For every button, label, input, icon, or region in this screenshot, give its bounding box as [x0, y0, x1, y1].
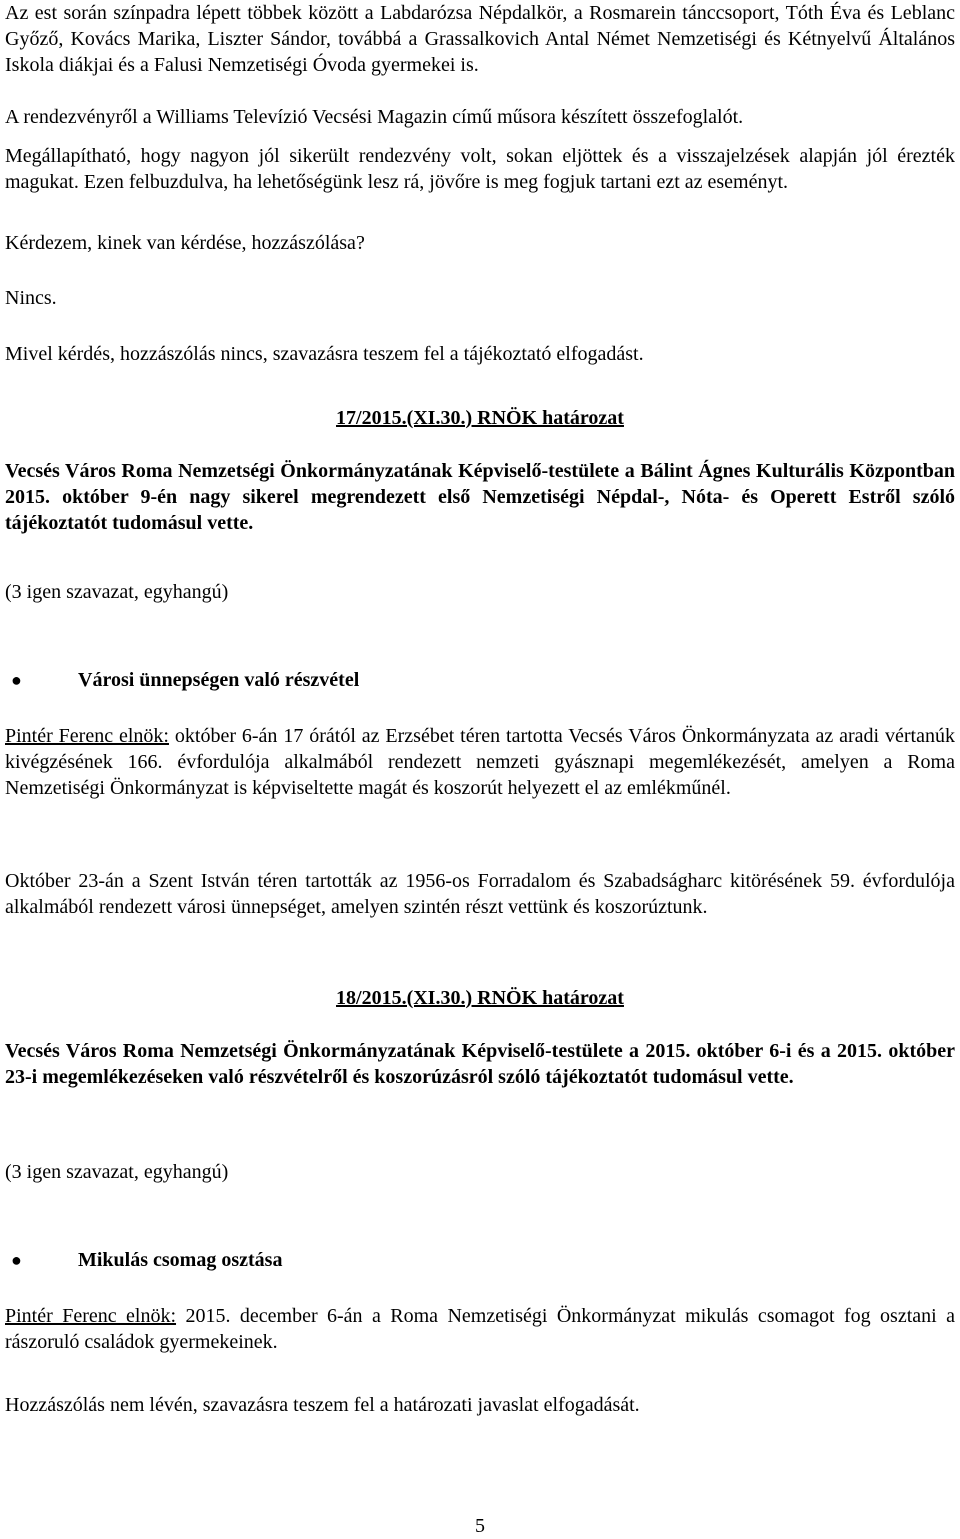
bullet-icon: ● [11, 1250, 22, 1270]
paragraph-october-23: Október 23-án a Szent István téren tartották az 1956-os Forradalom és Szabadságharc kitörésének 59. évfordulója alkalmából rendezett városi ünnepséget, amelyen szintén részt vettünk és koszorúztunk. [5, 870, 955, 918]
paragraph-mikulas: Pintér Ferenc elnök: 2015. december 6-án a Roma Nemzetiségi Önkormányzat mikulás csomagot fog osztani a rászoruló családok gyermekeinek. [5, 1305, 955, 1353]
paragraph-conclusion: Megállapítható, hogy nagyon jól sikerült rendezvény volt, sokan eljöttek és a visszajelzések alapján jól érezték magukat. Ezen felbuzdulva, ha lehetőségünk lesz rá, jövőre is meg fogjuk tartani ezt az eseményt. [5, 145, 955, 193]
resolution-17-number: 17/2015.(XI.30.) RNÖK határozat [336, 407, 624, 429]
speaker-label: Pintér Ferenc elnök: [5, 725, 169, 747]
question-line: Kérdezem, kinek van kérdése, hozzászólása? [5, 232, 365, 254]
resolution-17-vote: (3 igen szavazat, egyhangú) [5, 581, 229, 603]
paragraph-tv-summary: A rendezvényről a Williams Televízió Vecsési Magazin című műsora készített összefoglalót. [5, 106, 744, 128]
answer-line: Nincs. [5, 287, 57, 309]
section-heading-mikulas: Mikulás csomag osztása [78, 1249, 283, 1271]
motion-line: Mivel kérdés, hozzászólás nincs, szavazásra teszem fel a tájékoztató elfogadást. [5, 343, 644, 365]
paragraph-october-6: Pintér Ferenc elnök: október 6-án 17 órától az Erzsébet téren tartotta Vecsés Város Önkormányzata az aradi vértanúk kivégzésének 166. évfordulója alkalmából rendezett nemzeti gyásznapi megemlékezését, amelyen a Roma Nemzetiségi Önkormányzat is képviseltette magát és koszorút helyezett el az emlékműnél. [5, 725, 955, 799]
section-heading-city-ceremony: Városi ünnepségen való részvétel [78, 669, 360, 691]
closing-motion: Hozzászólás nem lévén, szavazásra teszem fel a határozati javaslat elfogadását. [5, 1394, 640, 1416]
resolution-18-text: Vecsés Város Roma Nemzetségi Önkormányzatának Képviselő-testülete a 2015. október 6-i és a 2015. október 23-i megemlékezéseken való részvételről és koszorúzásról szóló tájékoztatót tudomásul vette. [5, 1040, 955, 1088]
paragraph-evening-performers: Az est során színpadra lépett többek között a Labdarózsa Népdalkör, a Rosmarein tánccsoport, Tóth Éva és Leblanc Győző, Kovács Marika, Liszter Sándor, továbbá a Grassalkovich Antal Német Nemzetiségi és Kétnyelvű Általános Iskola diákjai és a Falusi Nemzetiségi Óvoda gyermekei is. [5, 2, 955, 76]
resolution-18-vote: (3 igen szavazat, egyhangú) [5, 1161, 229, 1183]
bullet-icon: ● [11, 670, 22, 690]
speaker-label: Pintér Ferenc elnök: [5, 1305, 177, 1327]
page-number: 5 [475, 1515, 485, 1537]
resolution-18-number: 18/2015.(XI.30.) RNÖK határozat [336, 987, 624, 1009]
resolution-17-text: Vecsés Város Roma Nemzetségi Önkormányzatának Képviselő-testülete a Bálint Ágnes Kulturális Központban 2015. október 9-én nagy sikerel megrendezett első Nemzetiségi Népdal-, Nóta- és Operett Estről szóló tájékoztatót tudomásul vette. [5, 460, 955, 534]
